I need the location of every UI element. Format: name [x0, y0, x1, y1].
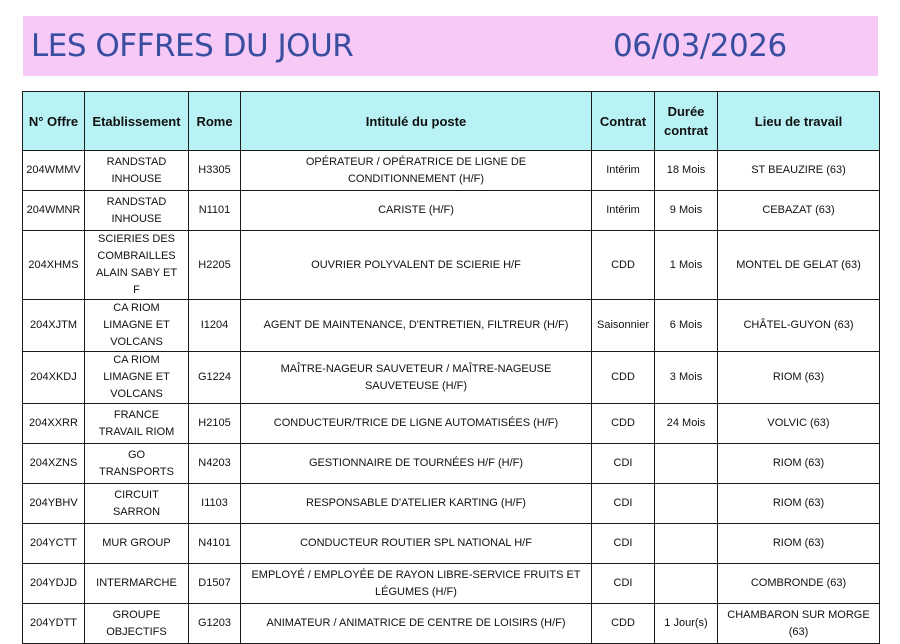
- contract-type-cell: CDI: [592, 564, 655, 604]
- establishment-cell: SCIERIES DES COMBRAILLES ALAIN SABY ET F: [85, 231, 189, 300]
- contract-type-cell: Intérim: [592, 151, 655, 191]
- work-location-cell: CEBAZAT (63): [718, 191, 880, 231]
- offer-number-cell: 204XKDJ: [23, 352, 85, 404]
- col-header-rome: Rome: [189, 92, 241, 151]
- job-title-cell: RESPONSABLE D'ATELIER KARTING (H/F): [241, 484, 592, 524]
- table-row: [23, 231, 880, 300]
- contract-type-cell: Saisonnier: [592, 300, 655, 352]
- work-location-cell: RIOM (63): [718, 352, 880, 404]
- offer-number-cell: 204YDTT: [23, 604, 85, 644]
- contract-duration-cell: [655, 564, 718, 604]
- job-title-cell: ANIMATEUR / ANIMATRICE DE CENTRE DE LOISIRS (H/F): [241, 604, 592, 644]
- job-title-cell: GESTIONNAIRE DE TOURNÉES H/F (H/F): [241, 444, 592, 484]
- job-title-cell: CONDUCTEUR/TRICE DE LIGNE AUTOMATISÉES (H/F): [241, 404, 592, 444]
- job-title-cell: AGENT DE MAINTENANCE, D'ENTRETIEN, FILTREUR (H/F): [241, 300, 592, 352]
- offers-table: [22, 91, 880, 644]
- establishment-cell: RANDSTAD INHOUSE: [85, 151, 189, 191]
- contract-duration-cell: 6 Mois: [655, 300, 718, 352]
- contract-type-cell: CDI: [592, 484, 655, 524]
- page-date: 06/03/2026: [613, 28, 787, 64]
- work-location-cell: ST BEAUZIRE (63): [718, 151, 880, 191]
- work-location-cell: COMBRONDE (63): [718, 564, 880, 604]
- job-title-cell: OPÉRATEUR / OPÉRATRICE DE LIGNE DE CONDITIONNEMENT (H/F): [241, 151, 592, 191]
- offer-number-cell: 204YBHV: [23, 484, 85, 524]
- contract-type-cell: Intérim: [592, 191, 655, 231]
- offer-number-cell: 204XHMS: [23, 231, 85, 300]
- establishment-cell: INTERMARCHE: [85, 564, 189, 604]
- table-header-row: [23, 92, 880, 151]
- table-row: [23, 484, 880, 524]
- offer-number-cell: 204XXRR: [23, 404, 85, 444]
- table-row: [23, 191, 880, 231]
- contract-type-cell: CDD: [592, 404, 655, 444]
- table-row: [23, 604, 880, 644]
- page-title: LES OFFRES DU JOUR: [31, 28, 354, 64]
- col-header-intitule: Intitulé du poste: [241, 92, 592, 151]
- rome-code-cell: N1101: [189, 191, 241, 231]
- establishment-cell: FRANCE TRAVAIL RIOM: [85, 404, 189, 444]
- table-row: [23, 524, 880, 564]
- work-location-cell: RIOM (63): [718, 484, 880, 524]
- col-header-etablissement: Etablissement: [85, 92, 189, 151]
- work-location-cell: RIOM (63): [718, 524, 880, 564]
- table-row: [23, 564, 880, 604]
- work-location-cell: VOLVIC (63): [718, 404, 880, 444]
- rome-code-cell: H3305: [189, 151, 241, 191]
- rome-code-cell: N4203: [189, 444, 241, 484]
- rome-code-cell: I1103: [189, 484, 241, 524]
- work-location-cell: CHÂTEL-GUYON (63): [718, 300, 880, 352]
- col-header-lieu: Lieu de travail: [718, 92, 880, 151]
- contract-type-cell: CDD: [592, 352, 655, 404]
- rome-code-cell: I1204: [189, 300, 241, 352]
- job-title-cell: EMPLOYÉ / EMPLOYÉE DE RAYON LIBRE-SERVICE FRUITS ET LÉGUMES (H/F): [241, 564, 592, 604]
- establishment-cell: CA RIOM LIMAGNE ET VOLCANS: [85, 352, 189, 404]
- contract-duration-cell: 24 Mois: [655, 404, 718, 444]
- table-row: [23, 404, 880, 444]
- contract-type-cell: CDD: [592, 231, 655, 300]
- establishment-cell: GROUPE OBJECTIFS: [85, 604, 189, 644]
- contract-type-cell: CDI: [592, 444, 655, 484]
- contract-duration-cell: 18 Mois: [655, 151, 718, 191]
- rome-code-cell: G1203: [189, 604, 241, 644]
- work-location-cell: CHAMBARON SUR MORGE (63): [718, 604, 880, 644]
- table-row: [23, 444, 880, 484]
- offer-number-cell: 204XJTM: [23, 300, 85, 352]
- rome-code-cell: D1507: [189, 564, 241, 604]
- offer-number-cell: 204YDJD: [23, 564, 85, 604]
- rome-code-cell: N4101: [189, 524, 241, 564]
- col-header-duree: [655, 92, 718, 151]
- offer-number-cell: 204WMNR: [23, 191, 85, 231]
- col-header-duree-label: Durée contrat: [664, 104, 709, 138]
- job-title-cell: CARISTE (H/F): [241, 191, 592, 231]
- offer-number-cell: 204XZNS: [23, 444, 85, 484]
- contract-duration-cell: 3 Mois: [655, 352, 718, 404]
- establishment-cell: CIRCUIT SARRON: [85, 484, 189, 524]
- rome-code-cell: H2205: [189, 231, 241, 300]
- contract-duration-cell: 1 Jour(s): [655, 604, 718, 644]
- contract-type-cell: CDI: [592, 524, 655, 564]
- job-title-cell: OUVRIER POLYVALENT DE SCIERIE H/F: [241, 231, 592, 300]
- table-row: [23, 151, 880, 191]
- col-header-offre: N° Offre: [23, 92, 85, 151]
- offer-number-cell: 204YCTT: [23, 524, 85, 564]
- establishment-cell: MUR GROUP: [85, 524, 189, 564]
- work-location-cell: MONTEL DE GELAT (63): [718, 231, 880, 300]
- establishment-cell: RANDSTAD INHOUSE: [85, 191, 189, 231]
- header-banner: [23, 16, 878, 76]
- job-title-cell: CONDUCTEUR ROUTIER SPL NATIONAL H/F: [241, 524, 592, 564]
- rome-code-cell: G1224: [189, 352, 241, 404]
- col-header-contrat: Contrat: [592, 92, 655, 151]
- contract-duration-cell: [655, 524, 718, 564]
- establishment-cell: CA RIOM LIMAGNE ET VOLCANS: [85, 300, 189, 352]
- contract-duration-cell: 1 Mois: [655, 231, 718, 300]
- work-location-cell: RIOM (63): [718, 444, 880, 484]
- establishment-cell: GO TRANSPORTS: [85, 444, 189, 484]
- offer-number-cell: 204WMMV: [23, 151, 85, 191]
- table-row: [23, 352, 880, 404]
- table-row: [23, 300, 880, 352]
- contract-duration-cell: [655, 484, 718, 524]
- contract-type-cell: CDD: [592, 604, 655, 644]
- rome-code-cell: H2105: [189, 404, 241, 444]
- contract-duration-cell: 9 Mois: [655, 191, 718, 231]
- contract-duration-cell: [655, 444, 718, 484]
- job-title-cell: MAÎTRE-NAGEUR SAUVETEUR / MAÎTRE-NAGEUSE SAUVETEUSE (H/F): [241, 352, 592, 404]
